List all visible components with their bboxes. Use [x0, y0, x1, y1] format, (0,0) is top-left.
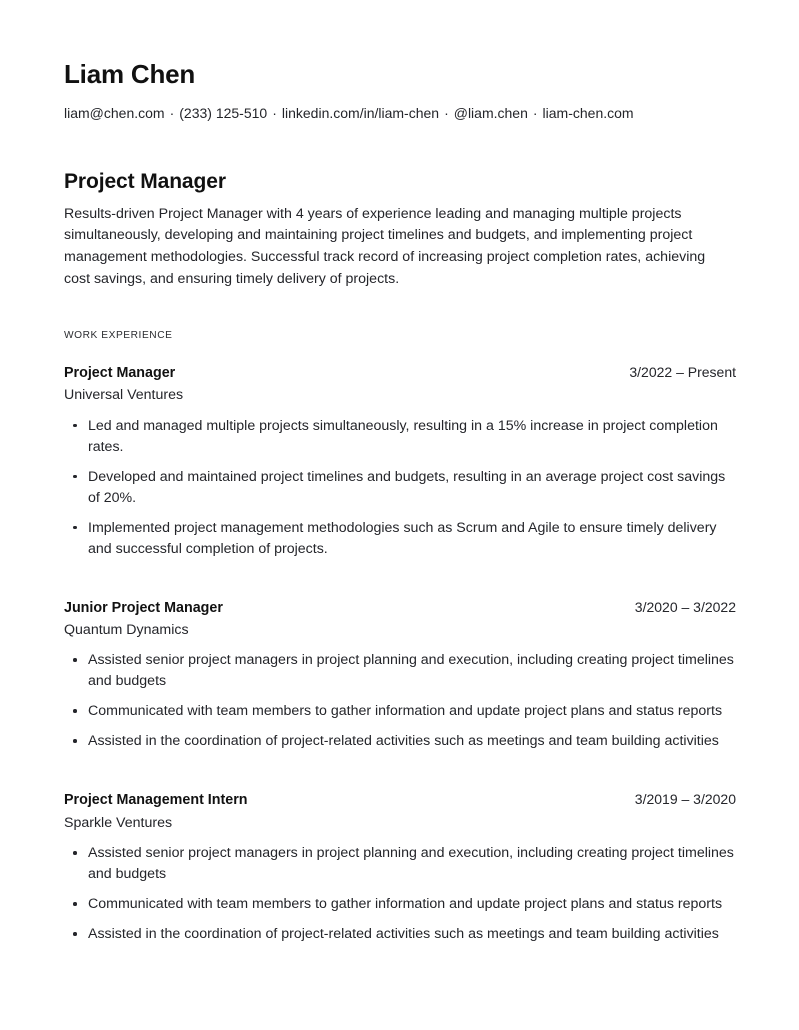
- experience-date-range: 3/2022 – Present: [629, 364, 736, 381]
- experience-bullet: Communicated with team members to gather information and update project plans and status reports: [64, 701, 736, 722]
- experience-job-title: Project Manager: [64, 365, 176, 382]
- experience-job-title: Junior Project Manager: [64, 599, 223, 616]
- experience-bullet: Implemented project management methodologies such as Scrum and Agile to ensure timely delivery and successful completion of projects.: [64, 518, 736, 560]
- experience-bullet: Assisted in the coordination of project-related activities such as meetings and team building activities: [64, 924, 736, 945]
- experience-entry-header: [64, 598, 736, 618]
- experience-bullet: Assisted senior project managers in project planning and execution, including creating project timelines and budgets: [64, 650, 736, 692]
- experience-bullet: Assisted in the coordination of project-related activities such as meetings and team building activities: [64, 731, 736, 752]
- experience-entry-header: [64, 790, 736, 810]
- experience-bullet: Developed and maintained project timelines and budgets, resulting in an average project cost savings of 20%.: [64, 467, 736, 509]
- contact-separator: ·: [532, 104, 538, 121]
- contact-email[interactable]: liam@chen.com: [64, 104, 165, 121]
- experience-bullet: Communicated with team members to gather information and update project plans and status reports: [64, 894, 736, 915]
- contact-handle[interactable]: @liam.chen: [453, 104, 528, 121]
- contact-linkedin[interactable]: linkedin.com/in/liam-chen: [281, 104, 440, 121]
- contact-website[interactable]: liam-chen.com: [542, 104, 634, 121]
- work-experience-entries: [64, 363, 736, 945]
- experience-bullet: Led and managed multiple projects simultaneously, resulting in a 15% increase in project completion rates.: [64, 416, 736, 458]
- experience-bullet-list: [64, 843, 736, 945]
- experience-job-title: Project Management Intern: [64, 792, 248, 809]
- summary-text: Results-driven Project Manager with 4 years of experience leading and managing multiple projects simultaneously, developing and maintaining project timelines and budgets, and implementing project management methodologies. Successful track record of increasing project completion rates, achieving cost savings, and ensuring timely delivery of projects.: [64, 205, 706, 287]
- experience-entry: [64, 598, 736, 753]
- summary-section: [64, 169, 736, 291]
- experience-organization: Sparkle Ventures: [64, 814, 173, 831]
- experience-entry: [64, 790, 736, 945]
- experience-organization: Quantum Dynamics: [64, 622, 189, 639]
- contact-phone[interactable]: (233) 125-510: [179, 104, 268, 121]
- contact-separator: ·: [444, 104, 449, 121]
- contact-line: [64, 103, 664, 125]
- resume-header: [64, 60, 736, 125]
- experience-date-range: 3/2019 – 3/2020: [634, 791, 736, 808]
- section-heading-work-experience: WORK EXPERIENCE: [64, 330, 173, 342]
- experience-bullet: Assisted senior project managers in project planning and execution, including creating project timelines and budgets: [64, 843, 736, 885]
- experience-bullet-list: [64, 416, 736, 560]
- contact-separator: ·: [272, 104, 277, 121]
- target-role-title: Project Manager: [64, 169, 226, 193]
- experience-entry-header: [64, 363, 736, 383]
- experience-bullet-list: [64, 650, 736, 752]
- experience-entry: [64, 363, 736, 560]
- experience-organization: Universal Ventures: [64, 387, 184, 404]
- work-experience-section: [64, 330, 736, 945]
- experience-date-range: 3/2020 – 3/2022: [634, 598, 736, 615]
- contact-separator: ·: [169, 104, 175, 121]
- candidate-name: Liam Chen: [64, 59, 196, 89]
